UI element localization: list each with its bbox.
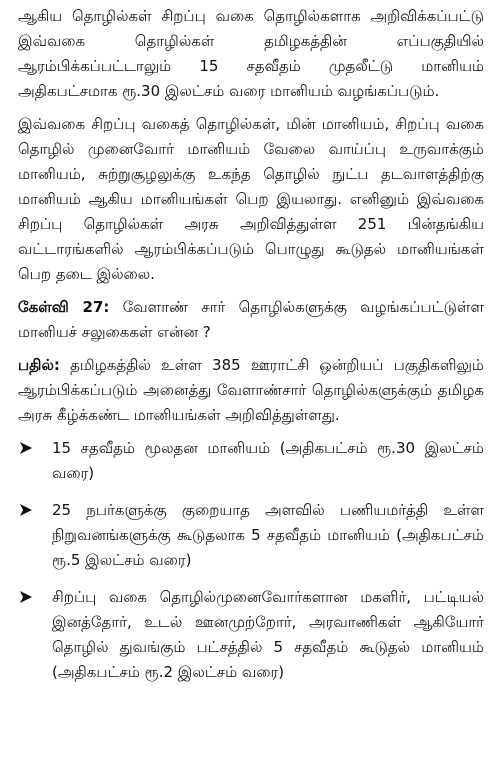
arrowhead-bullet-icon (20, 504, 32, 516)
bullet-item (18, 436, 484, 486)
answer (18, 353, 484, 428)
bullet-text: 25 நபர்களுக்கு குறையாத அளவில் பணியமர்த்தி உள்ள நிறுவனங்களுக்கு கூடுதலாக 5 சதவீதம் மானியம் (அதிகபட்சம் ரூ.5 இலட்சம் வரை) (52, 501, 484, 569)
bullet-item (18, 498, 484, 573)
bullet-text: சிறப்பு வகை தொழில்முனைவோர்களான மகளிர், பட்டியல் இனத்தோர், உடல் ஊனமுற்றோர், அரவாணிகள் ஆகியோர் தொழில் துவங்கும் பட்சத்தில் 5 சதவீதம் கூடுதல் மானியம் (அதிகபட்சம் ரூ.2 இலட்சம் வரை) (52, 588, 484, 681)
paragraph-special-industries: ஆகிய தொழில்கள் சிறப்பு வகை தொழில்களாக அறிவிக்கப்பட்டு இவ்வகை தொழில்கள் தமிழகத்தின் எப்பகுதியில் ஆரம்பிக்கப்பட்டாலும் 15 சதவீதம் முதலீட்டு மானியம் அதிகபட்சமாக ரூ.30 இலட்சம் வரை மானியம் வழங்கப்படும். (18, 7, 484, 100)
question-label: கேள்வி 27: (18, 298, 110, 316)
document-page (18, 4, 484, 697)
arrowhead-bullet-icon (20, 442, 32, 454)
subsidy-bullet-list (18, 436, 484, 685)
question-27 (18, 295, 484, 345)
question-text: வேளாண் சார் தொழில்களுக்கு வழங்கப்பட்டுள்ள மானியச் சலுகைகள் என்ன ? (18, 298, 484, 341)
answer-text: தமிழகத்தில் உள்ள 385 ஊராட்சி ஒன்றியப் பகுதிகளிலும் ஆரம்பிக்கப்படும் அனைத்து வேளாண்சார் தொழில்களுக்கும் தமிழக அரசு கீழ்க்கண்ட மானியங்கள் அறிவித்துள்ளது. (18, 356, 484, 424)
bullet-text: 15 சதவீதம் மூலதன மானியம் (அதிகபட்சம் ரூ.30 இலட்சம் வரை) (52, 439, 484, 482)
arrowhead-bullet-icon (20, 591, 32, 603)
answer-label: பதில்: (18, 356, 60, 374)
paragraph-subsidy-restrictions: இவ்வகை சிறப்பு வகைத் தொழில்கள், மின் மானியம், சிறப்பு வகை தொழில் முனைவோர் மானியம் வேலை வாய்ப்பு உருவாக்கும் மானியம், சுற்றுசூழலுக்கு உகந்த தொழில் நுட்ப தடவாளத்திற்கு மானியம் ஆகிய மானியங்கள் பெற இயலாது. எனினும் இவ்வகை சிறப்பு தொழில்கள் அரசு அறிவித்துள்ள 251 பின்தங்கிய வட்டாரங்களில் ஆரம்பிக்கப்படும் பொழுது கூடுதல் மானியங்கள் பெற தடை இல்லை. (18, 115, 484, 283)
bullet-item (18, 585, 484, 685)
